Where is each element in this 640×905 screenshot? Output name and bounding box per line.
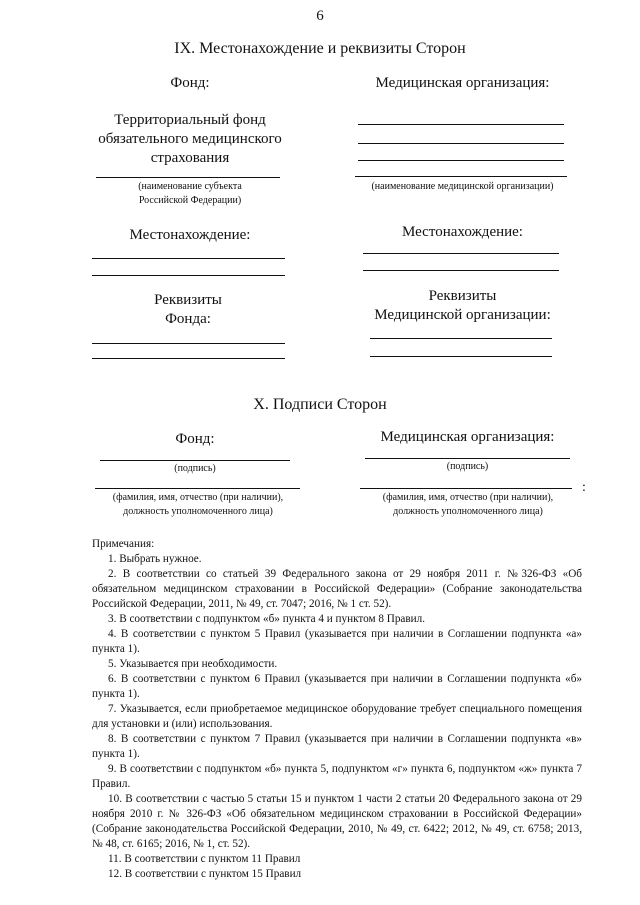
fund-requisites-label — [88, 291, 288, 329]
notes — [92, 537, 582, 882]
fund-name-line: обязательного медицинского — [98, 131, 282, 147]
fund-requisites-field[interactable] — [92, 343, 285, 344]
org-requisites-field[interactable] — [370, 338, 552, 339]
note-item: 5. Указывается при необходимости. — [108, 658, 278, 670]
note-item: 2. В соответствии со статьей 39 Федерального закона от 29 ноября 2011 г. №326-ФЗ «Об обязательном медицинском страховании в Российской Федерации» (Собрание законодательства Российской Федерации, 2011, № 49, ст. 7047; 2016, № 1 ст. 52). — [92, 568, 582, 610]
fund-signer-caption-line: должность уполномоченного лица) — [123, 506, 273, 517]
note-item: 1. Выбрать нужное. — [108, 553, 202, 565]
fund-name-line: Территориальный фонд — [114, 112, 266, 128]
fund-signer-caption — [88, 491, 308, 519]
sign-org-label: Медицинская организация: — [380, 429, 555, 445]
fund-location-label: Местонахождение: — [129, 227, 251, 243]
org-signature-caption: (подпись) — [446, 461, 489, 472]
side-mark: : — [582, 480, 586, 495]
note-item: 7. Указывается, если приобретаемое медицинское оборудование требует специального помещения для установки и (или) использования. — [92, 703, 582, 730]
org-signer-name-field[interactable] — [360, 488, 572, 489]
note-item: 6. В соответствии с пунктом 6 Правил (указывается при наличии в Соглашении подпункта «б» пункта 1). — [92, 673, 582, 700]
org-signer-caption-line: должность уполномоченного лица) — [393, 506, 543, 517]
fund-requisites-line: Фонда: — [165, 311, 211, 327]
fund-caption-line: (наименование субъекта — [138, 181, 242, 192]
note-item: 12. В соответствии с пунктом 15 Правил — [108, 868, 302, 880]
fund-subject-field[interactable] — [96, 177, 280, 178]
note-item: 11. В соответствии с пунктом 11 Правил — [108, 853, 301, 865]
note-item: 4. В соответствии с пунктом 5 Правил (указывается при наличии в Соглашении подпункта «а» пункта 1). — [92, 628, 582, 655]
org-caption: (наименование медицинской организации) — [371, 181, 554, 192]
org-requisites-field[interactable] — [370, 356, 552, 357]
org-name-field[interactable] — [358, 143, 564, 144]
fund-name-line: страхования — [150, 150, 230, 166]
fund-signature-field[interactable] — [100, 460, 290, 461]
org-requisites-line: Медицинской организации: — [374, 307, 551, 323]
fund-name — [70, 111, 310, 168]
org-signer-caption — [358, 491, 578, 519]
org-name-field[interactable] — [358, 160, 564, 161]
section-10-title: X. Подписи Сторон — [253, 396, 387, 413]
fund-caption-line: Российской Федерации) — [138, 195, 242, 206]
page-number: 6 — [316, 8, 324, 24]
note-item: 9. В соответствии с подпунктом «б» пункта 5, подпунктом «г» пункта 6, подпунктом «ж» пункта 7 Правил. — [92, 763, 582, 790]
org-name-field[interactable] — [358, 124, 564, 125]
fund-signer-name-field[interactable] — [95, 488, 300, 489]
note-item: 8. В соответствии с пунктом 7 Правил (указывается при наличии в Соглашении подпункта «в» пункта 1). — [92, 733, 582, 760]
section-9-title: IX. Местонахождение и реквизиты Сторон — [174, 40, 466, 57]
org-requisites-label — [350, 287, 575, 325]
fund-caption — [90, 180, 290, 208]
org-requisites-line: Реквизиты — [428, 288, 497, 304]
fund-label: Фонд: — [170, 75, 210, 91]
fund-signer-caption-line: (фамилия, имя, отчество (при наличии), — [112, 492, 284, 503]
fund-location-field[interactable] — [92, 275, 285, 276]
note-item: 10. В соответствии с частью 5 статьи 15 и пунктом 1 части 2 статьи 20 Федерального закона от 29 ноября 2010 г. № 326-ФЗ «Об обязательном медицинском страховании в Российской Федерации» (Собрание законодательства Российской Федерации, 2010, № 49, ст. 6422; 2012, № 49, ст. 6758; 2013, № 48, ст. 6165; 2016, № 1, ст. 52). — [92, 793, 582, 850]
org-location-label: Местонахождение: — [402, 224, 523, 240]
org-label: Медицинская организация: — [375, 75, 550, 91]
org-name-field[interactable] — [355, 176, 567, 177]
org-location-field[interactable] — [363, 253, 559, 254]
sign-fund-label: Фонд: — [175, 431, 215, 447]
fund-location-field[interactable] — [92, 258, 285, 259]
fund-requisites-field[interactable] — [92, 358, 285, 359]
fund-signature-caption: (подпись) — [174, 463, 216, 474]
note-item: 3. В соответствии с подпунктом «б» пункта 4 и пунктом 8 Правил. — [108, 613, 426, 625]
fund-requisites-line: Реквизиты — [154, 292, 222, 308]
notes-heading: Примечания: — [92, 538, 155, 550]
org-location-field[interactable] — [363, 270, 559, 271]
org-signer-caption-line: (фамилия, имя, отчество (при наличии), — [382, 492, 554, 503]
org-signature-field[interactable] — [365, 458, 570, 459]
